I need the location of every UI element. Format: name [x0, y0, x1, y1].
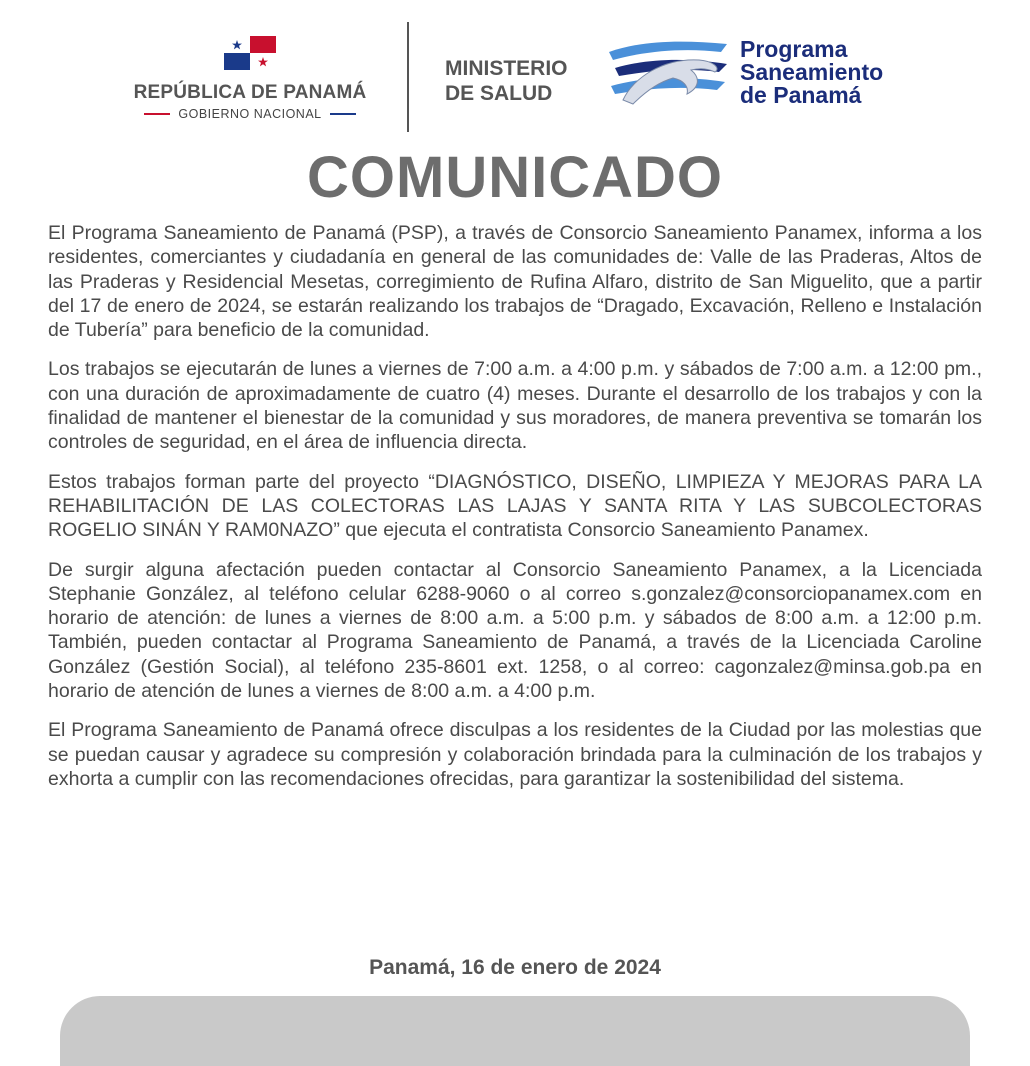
closing-date: Panamá, 16 de enero de 2024: [369, 956, 661, 979]
ministry-name: [445, 56, 595, 106]
republic-title: REPÚBLICA DE PANAMÁ: [133, 82, 367, 103]
program-line2: Saneamiento: [740, 59, 884, 85]
red-rule: [144, 113, 170, 115]
government-subtitle: [120, 107, 380, 121]
program-name: [740, 38, 940, 107]
program-line1: Programa: [740, 36, 848, 62]
page-title: COMUNICADO: [307, 145, 723, 210]
ministry-line2: DE SALUD: [445, 82, 553, 105]
blue-rule: [330, 113, 356, 115]
paragraph-contacts: De surgir alguna afectación pueden contactar al Consorcio Saneamiento Panamex, a la Licenciada Stephanie González, al teléfono celular 6288-9060 o al correo s.gonzalez@consorciopanamex.com en horario de atención: de lunes a viernes de 8:00 a.m. a 5:00 p.m. y sábados de 8:00 a.m. a 12:00 p.m. También, pueden contactar al Programa Saneamiento de Panamá, a través de la Licenciada Caroline González (Gestión Social), al teléfono 235-8601 ext. 1258, o al correo: cagonzalez@minsa.gob.pa en horario de atención de lunes a viernes de 8:00 a.m. a 4:00 p.m.: [48, 558, 982, 703]
header: [0, 0, 1030, 140]
panama-flag-icon: [224, 36, 276, 70]
paragraph-announcement: El Programa Saneamiento de Panamá (PSP), a través de Consorcio Saneamiento Panamex, informa a los residentes, comerciantes y ciudadanía en general de las comunidades de: Valle de las Praderas, Altos de las Praderas y Residencial Mesetas, corregimiento de Rufina Alfaro, distrito de San Miguelito, que a partir del 17 de enero de 2024, se estarán realizando los trabajos de “Dragado, Excavación, Relleno e Instalación de Tubería” para beneficio de la comunidad.: [48, 222, 982, 342]
government-label: GOBIERNO NACIONAL: [178, 107, 322, 121]
program-line3: de Panamá: [740, 82, 862, 108]
communique-body: [48, 221, 982, 806]
bottom-band: [60, 996, 970, 1066]
paragraph-apology: El Programa Saneamiento de Panamá ofrece disculpas a los residentes de la Ciudad por las molestias que se puedan causar y agradece su compresión y colaboración brindada para la culminación de los trabajos y exhorta a cumplir con las recomendaciones ofrecidas, para garantizar la sostenibilidad del sistema.: [48, 719, 982, 790]
paragraph-project: Estos trabajos forman parte del proyecto “DIAGNÓSTICO, DISEÑO, LIMPIEZA Y MEJORAS PARA LA REHABILITACIÓN DE LAS COLECTORAS LAS LAJAS Y SANTA RITA Y LAS SUBCOLECTORAS ROGELIO SINÁN Y RAM0NAZO” que ejecuta el contratista Consorcio Saneamiento Panamex.: [48, 470, 982, 542]
paragraph-schedule: Los trabajos se ejecutarán de lunes a viernes de 7:00 a.m. a 4:00 p.m. y sábados de 7:00 a.m. a 12:00 pm., con una duración de aproximadamente de cuatro (4) meses. Durante el desarrollo de los trabajos y con la finalidad de mantener el bienestar de la comunidad y sus moradores, de manera preventiva se tomarán los controles de seguridad, en el área de influencia directa.: [48, 358, 982, 454]
ministry-line1: MINISTERIO: [445, 57, 568, 80]
header-divider: [407, 22, 409, 132]
psp-dolphin-logo-icon: [603, 38, 733, 110]
